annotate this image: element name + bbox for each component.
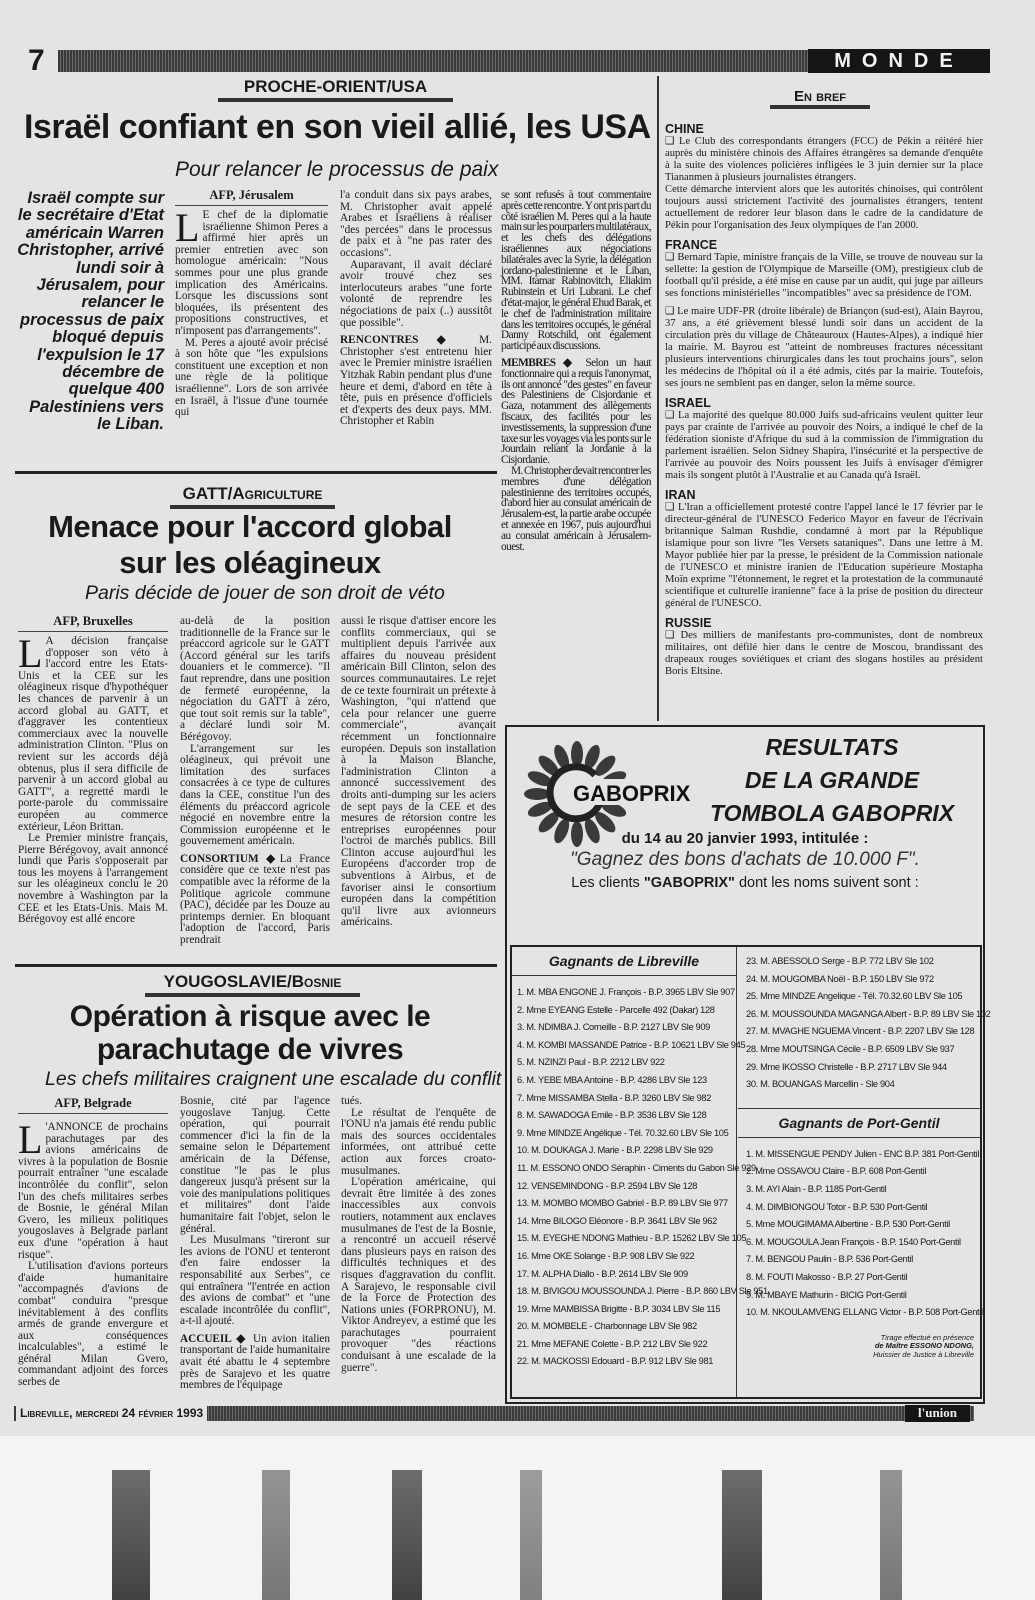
bosnie-column-1 — [18, 1096, 168, 1389]
winner-entry: 24. M. MOUGOMBA Noël - B.P. 150 LBV Sle 972 — [746, 973, 934, 984]
winner-entry: 22. M. MACKOSSI Edouard - B.P. 912 LBV Sle 981 — [517, 1356, 714, 1367]
article-paragraph — [180, 854, 330, 947]
winner-entry: 8. M. FOUTI Makosso - B.P. 27 Port-Gentil — [746, 1271, 908, 1282]
ad-slogan: "Gagnez des bons d'achats de 10.000 F". — [570, 849, 920, 870]
paragraph-text: A décision française d'opposer son véto à l'accord entre les Etats-Unis et la CEE sur les oléagineux risque d'hypothéquer les chances de parvenir à un accord global au GATT, et d'aggraver les contentieux commerciaux avec la nouvelle administration Clinton. "Plus on revient sur les accords déjà obtenus, plus il sera difficile de parvenir à un accord global au GATT", a regretté mardi le porte-parole du commissaire européen au commerce extérieur, Léon Brittan. — [18, 635, 168, 833]
winner-entry: 19. Mme MAMBISSA Brigitte - B.P. 3034 LBV Sle 115 — [517, 1303, 721, 1314]
gatt-kicker: GATT/Agriculture — [170, 484, 335, 509]
paragraph-kicker: CONSORTIUM ◆ — [180, 852, 280, 865]
winner-entry: 30. M. BOUANGAS Marcellin - Sle 904 — [746, 1079, 895, 1090]
israel-subhead: Pour relancer le processus de paix — [175, 158, 499, 181]
paragraph-text: La France considère que ce texte n'est pas compatible avec la réforme de la Politique agricole commune (PAC), décidée par les Douze au printemps dernier. En bloquant l'adoption de l'accord, Paris prendrait — [180, 852, 330, 947]
winner-entry: 12. VENSEMINDONG - B.P. 2594 LBV Sle 128 — [517, 1180, 698, 1191]
header-bar — [58, 50, 808, 72]
en-bref-list — [665, 120, 983, 684]
winner-entry: 1. M. MBA ENGONE J. François - B.P. 3965 LBV Sle 907 — [517, 987, 735, 997]
note-line: Huissier de Justice à Libreville — [873, 1349, 974, 1359]
paragraph-text: Le résultat de l'enquête de l'ONU n'a jamais été rendu public mais des sources occidentales informées, ont attribué cette action aux forces croato-musulmanes. — [341, 1106, 496, 1177]
scan-smudge — [112, 1470, 150, 1600]
libreville-list-continued — [738, 953, 991, 1094]
section-label: MONDE — [808, 49, 990, 73]
paragraph-text: 'ANNONCE de prochains parachutages par des avions américains de vivres à la population de Bosnie pourrait entraîner "une escalade incontrôlée du conflit", selon l'un des chefs militaires serbes de Bosnie, le général Milan Gvero, les milieux politiques yougoslaves à Belgrade parlant eux d'une "opération à haut risque". — [18, 1121, 168, 1261]
winner-entry: 27. M. MVAGHE NGUEMA Vincent - B.P. 2207 LBV Sle 128 — [746, 1026, 975, 1037]
logo-petal — [524, 788, 550, 800]
ad-intro-brand: "GABOPRIX" — [643, 875, 735, 891]
gatt-headline — [20, 509, 480, 581]
bosnie-kicker: YOUGOSLAVIE/Bosnie — [145, 972, 360, 997]
drop-cap: L — [175, 205, 200, 250]
logo-petal — [571, 741, 583, 767]
winner-entry: 3. M. NDIMBA J. Corneille - B.P. 2127 LBV Sle 909 — [517, 1022, 710, 1033]
ad-title-line-2: DE LA GRANDE — [744, 767, 920, 793]
en-bref-title: En bref — [770, 88, 870, 109]
footer-masthead: l'union — [905, 1405, 970, 1422]
gatt-column-2 — [180, 616, 330, 947]
gatt-column-3 — [341, 616, 496, 929]
israel-kicker: PROCHE-ORIENT/USA — [218, 77, 453, 102]
scan-smudge — [392, 1470, 422, 1600]
paragraph-kicker: MEMBRES ◆ — [501, 356, 578, 369]
winner-entry: 3. M. AYI Alain - B.P. 1185 Port-Gentil — [746, 1183, 887, 1194]
winner-entry: 14. Mme BILOGO Eléonore - B.P. 3641 LBV Sle 962 — [517, 1215, 717, 1226]
winner-entry: 5. M. NZINZI Paul - B.P. 2212 LBV 922 — [517, 1057, 665, 1068]
paragraph-text: M. Peres a ajouté avoir précisé à son hôte que "les expulsions constituent une exception et non une règle de la politique israélienne". Lors de son arrivée en Israël, à l'issue d'une tournée qui — [175, 336, 328, 419]
winner-entry: 6. M. MOUGOULA Jean François - B.P. 1540 Port-Gentil — [746, 1236, 961, 1247]
winner-entry: 25. Mme MINDZE Angelique - Tél. 70.32.60 LBV Sle 105 — [746, 991, 963, 1002]
country-heading: IRAN — [665, 488, 696, 502]
country-heading: FRANCE — [665, 238, 718, 252]
ad-title-line-3: TOMBOLA GABOPRIX — [709, 800, 955, 826]
country-heading: CHINE — [665, 122, 704, 136]
scan-smudge — [880, 1470, 902, 1600]
country-heading: RUSSIE — [665, 616, 712, 630]
paragraph-text: Auparavant, il avait déclaré avoir trouvé chez ses interlocuteurs arabes "une forte volonté de reprendre les négociations de paix (..) aussitôt que possible". — [340, 258, 492, 329]
paragraph-text: Les Musulmans "tireront sur les avions de l'ONU et tenteront d'en faire endosser la responsabilité aux Serbes", ce qui entraînera "l'entrée en action des avions de combat" et "une escalade incontrôlée du conflit", a-t-il ajouté. — [180, 1234, 330, 1328]
winner-entry: 11. M. ESSONO ONDO Séraphin - Ciments du Gabon Sle 929 — [517, 1162, 756, 1173]
winner-entry: 23. M. ABESSOLO Serge - B.P. 772 LBV Sle 102 — [746, 956, 934, 966]
bosnie-column-3 — [341, 1096, 496, 1374]
paragraph-kicker: ACCUEIL ◆ — [180, 1332, 248, 1345]
gatt-headline-line-2: sur les oléagineux — [119, 545, 381, 580]
article-paragraph — [501, 358, 651, 466]
brief-item: ❑ La majorité des quelque 80.000 Juifs sud-africains veulent quitter leur pays par crainte de l'arrivée au pouvoir des Noirs, a indiqué le chef de la fédération sioniste d'Afrique du sud à la commission de l'immigration du parlement israélien. Selon Sidney Shapira, l'insécurité et la perspective de l'arrivée au pouvoir des Noirs poussent les Juifs à envisager d'émigrer mais ils songent plutôt à l'Australie et au Canada qu'à Israël. — [665, 410, 983, 481]
article-paragraph — [341, 616, 496, 929]
note-line: de Maître ESSONO NDONG, — [874, 1341, 974, 1351]
winner-entry: 10. M. DOUKAGA J. Marie - B.P. 2298 LBV Sle 929 — [517, 1145, 713, 1156]
bosnie-headline-line-1: Opération à risque avec le — [69, 1000, 431, 1033]
brief-item: ❑ Le maire UDF-PR (droite libérale) de Briançon (sud-est), Alain Bayrou, 37 ans, a été grièvement blessé lundi soir dans un accident de la circulation près du village de Châteauroux (Hautes-Alpes), a indiqué hier la mairie. M. Bayrou est "atteint de nombreuses fractures nécessitant plusieurs interventions chirurgicales dans les tout prochains jours", selon les médecins de l'hôpital où il a été admis, cités par la mairie. Toutefois, ses jours ne semblent pas en danger, selon la même source. — [665, 306, 983, 389]
paragraph-text: L'arrangement sur les oléagineux, qui prévoit une limitation des surfaces consacrées à ce type de cultures dans la CEE, constitue l'un des éléments du préaccord agricole négocié en novembre entre la Commission européenne et le gouvernement américain. — [180, 742, 330, 848]
winner-entry: 7. Mme MISSAMBA Stella - B.P. 3260 LBV Sle 982 — [517, 1092, 712, 1103]
winner-entry: 15. M. EYEGHE NDONG Mathieu - B.P. 15262 LBV Sle 105 — [517, 1233, 747, 1244]
article-paragraph — [18, 1261, 168, 1389]
winner-entry: 29. Mme IKOSSO Christelle - B.P. 2717 LBV Sle 944 — [746, 1061, 947, 1072]
israel-intro: Israël compte sur le secrétaire d'Etat américain Warren Christopher, arrivé lundi soir à Jérusalem, pour relancer le processus de paix bloqué depuis l'expulsion le 17 décembre de quelque 400 Palestiniens vers le Liban. — [17, 189, 164, 434]
scan-smudge — [520, 1470, 542, 1600]
winner-entry: 2. Mme EYEANG Estelle - Parcelle 492 (Dakar) 128 — [517, 1004, 715, 1015]
winner-entry: 16. Mme OKE Solange - B.P. 908 LBV Sle 922 — [517, 1250, 695, 1261]
winner-entry: 28. Mme MOUTSINGA Cécile - B.P. 6509 LBV Sle 937 — [746, 1043, 955, 1054]
winner-entry: 9. M. MBAYE Mathurin - BICIG Port-Gentil — [746, 1289, 907, 1300]
paragraph-text: L'opération américaine, qui devrait être limitée à des zones inaccessibles aux convois routiers, notamment aux enclaves musulmanes de l'est de la Bosnie, a rencontré un accueil réservé dans plusieurs pays en raison des difficultés techniques et des risques d'aggravation du conflit. A Sarajevo, le responsable civil de la Force de Protection des Nations unies (FORPRONU), M. Viktor Andreyev, a estimé que les parachutages pourraient provoquer "des réactions conduisant à une escalade de la guerre". — [341, 1176, 496, 1374]
paragraph-text: au-delà de la position traditionnelle de la France sur le préaccord agricole sur le GATT (Accord général sur les tarifs douaniers et le commerce). "Il faut reprendre, dans une position de fermeté européenne, la négociation du GATT à zéro, que tout soit remis sur la table", a déclaré lundi soir M. Bérégovoy. — [180, 615, 330, 743]
ad-title — [682, 731, 982, 830]
country-heading: ISRAEL — [665, 396, 711, 410]
brief-item: ❑ L'Iran a officiellement protesté contre l'appel lancé le 17 février par le directeur-général de l'UNESCO Federico Mayor en faveur de l'écrivain britannique Salman Rushdie, condamné à mort par la République islamique pour son livre "les Versets sataniques". Dans une lettre à M. Mayor publiée hier par la presse, le président de la Commission nationale de l'UNESCO et ministre iranien de l'Education supérieure Mostapha Moïn exprime "l'étonnement, le regret et la protestation de la communauté scientifique et culturelle iranienne" face à la prise de position du directeur général de l'UNESCO. — [665, 502, 983, 609]
paragraph-text: M. Christopher s'est entretenu hier avec le Premier ministre israélien Yitzhak Rabin pendant plus d'une heure et demi, d'abord en tête à tête, puis en présence d'officiels et d'experts des deux pays. MM. Christopher et Rabin — [340, 334, 493, 428]
bosnie-headline — [20, 1000, 480, 1066]
right-column — [738, 947, 991, 1359]
article-paragraph — [341, 1108, 496, 1178]
article-paragraph — [340, 260, 492, 330]
winner-entry: 9. Mme MINDZE Angélique - Tél. 70.32.60 LBV Sle 105 — [517, 1127, 729, 1138]
paragraph-text: tués. — [341, 1095, 363, 1107]
ad-title-line-1: RESULTATS — [765, 734, 899, 760]
paragraph-text: Selon un haut fonctionnaire qui a requis l'anonymat, ils ont annoncé "des gestes" en faveur des Palestiniens de Cisjordanie et Gaza, notamment des allègements fiscaux, des facilités pour les investissements, la suppression d'une taxe sur les voyages via les ponts sur le Jourdain reliant la Jordanie à la Cisjordanie. — [501, 356, 651, 467]
brief-item: ❑ Le Club des correspondants étrangers (FCC) de Pékin a réitéré hier auprès du ministère chinois des Affaires étrangères sa demande d'enquête à la suite des violences policières infligées le 3 juin dernier sur la place Tiananmen à plusieurs journalistes étrangers. Cette démarche intervient alors que les autorités chinoises, qui contrôlent toujours aussi strictement l'activité des journalistes étrangers, tentent actuellement de redorer leur blason dans le cadre de la candidature de Pékin pour l'organisation des Jeux olympiques de l'an 2000. — [665, 136, 983, 231]
article-paragraph — [341, 1177, 496, 1374]
paragraph-text: M. Christopher devait rencontrer les membres d'une délégation palestinienne des territoires occupés, d'abord hier au consulat américain de Jérusalem-est, la partie arabe occupée et annexée en 1967, puis aujourd'hui au consulat américain à Jérusalem-ouest. — [501, 464, 651, 553]
article-paragraph — [501, 190, 651, 352]
scan-smudge — [262, 1470, 290, 1600]
drop-cap: L — [18, 631, 43, 676]
portgentil-list — [738, 1146, 983, 1322]
winner-entry: 13. M. MOMBO MOMBO Gabriel - B.P. 89 LBV Sle 977 — [517, 1198, 728, 1209]
israel-column-3 — [501, 190, 651, 552]
bailiff-note — [738, 1334, 974, 1360]
paragraph-text: se sont refusés à tout commentaire après cette rencontre. Y ont pris part du côté israélien M. Peres qui a la haute main sur les pourparlers multilatéraux, et les chefs des délégations israéliennes aux négociations bilatérales avec la Syrie, la délégation jordano-palestinienne et le Liban, MM. Itamar Rabinovitch, Eliakim Rubinstein et Uri Lubrani. Le chef d'état-major, le général Ehud Barak, et le chef de l'administration militaire dans les territoires occupés, le général Danny Rotschild, ont également participé aux discussions. — [501, 189, 651, 353]
gatt-byline: AFP, Bruxelles — [18, 614, 168, 632]
israel-column-1 — [175, 188, 328, 419]
winner-entry: 4. M. DIMBIONGOU Totor - B.P. 530 Port-Gentil — [746, 1201, 928, 1212]
page-number: 7 — [28, 44, 45, 77]
libreville-title: Gagnants de Libreville — [512, 947, 736, 976]
paragraph-text: Bosnie, cité par l'agence yougoslave Tanjug. Cette opération, qui pourrait commencer d'ici la fin de la semaine selon le Département américain de la Défense, constitue "le pas le plus dangereux jusqu'à présent sur la voie des manipulations politiques et militaires" dont l'aide humanitaire fait l'objet, selon le général. — [180, 1095, 330, 1235]
winner-entry: 10. M. NKOULAMVENG ELLANG Victor - B.P. 508 Port-Gentil — [746, 1307, 983, 1318]
section-rule — [15, 964, 497, 967]
paragraph-kicker: RENCONTRES ◆ — [340, 334, 461, 347]
winner-entry: 1. M. MISSENGUE PENDY Julien - ENC B.P. 381 Port-Gentil — [746, 1148, 980, 1159]
paragraph-text: L'utilisation d'avions porteurs d'aide humanitaire "accompagnés d'avions de combat" conduira "presque inévitablement à des conflits armés de grande envergure et aux conséquences incalculables", a estimé le général Milan Gvero, commandant adjoint des forces serbes de — [18, 1260, 168, 1389]
article-paragraph — [180, 1096, 330, 1235]
ad-intro — [507, 875, 983, 891]
article-paragraph — [340, 190, 492, 260]
winner-entry: 17. M. ALPHA Diallo - B.P. 2614 LBV Sle 909 — [517, 1268, 688, 1279]
paragraph-text: aussi le risque d'attiser encore les conflits commerciaux, qui se multiplient depuis l'arrivée aux affaires du nouveau président américain Bill Clinton, selon des sources communautaires. Le rejet de ce texte fournirait un prétexte à Washington, "qui n'attend que cela pour relancer une guerre commerciale", avançait récemment un fonctionnaire européen. Depuis son installation à la Maison Blanche, l'administration Clinton a annoncé successivement des droits anti-dumping sur les aciers de sept pays de la CEE et des mesures de rétorsion contre les entreprises européennes pour l'octroi de marchés publics. Bill Clinton accuse aujourd'hui les Européens d'accorder trop de subventions à Airbus, et de favoriser ainsi le consortium européen dans la compétition qu'il livre aux avionneurs américains. — [341, 615, 496, 929]
winner-entry: 2. Mme OSSAVOU Claire - B.P. 608 Port-Gentil — [746, 1166, 927, 1177]
israel-headline: Israël confiant en son vieil allié, les USA — [24, 108, 651, 146]
paragraph-text: E chef de la diplomatie israélienne Shimon Peres a affirmé hier après un premier entretien avec son homologue américain: "Nous sommes pour une plus grande implication des Américains. Lorsque les discussions sont bloquées, ils présentent des propositions constructives, et n'imposent pas d'arrangements". — [175, 209, 328, 337]
winner-entry: 8. M. SAWADOGA Emile - B.P. 3536 LBV Sle 128 — [517, 1110, 707, 1121]
israel-column-2 — [340, 190, 492, 428]
winner-entry: 21. Mme MEFANE Colette - B.P. 212 LBV Sle 922 — [517, 1338, 708, 1349]
ad-intro-text: Les clients — [571, 875, 644, 891]
winners-table — [510, 945, 991, 1399]
section-rule — [15, 471, 497, 474]
ad-dates: du 14 au 20 janvier 1993, intitulée : — [621, 830, 869, 847]
gatt-headline-line-1: Menace pour l'accord global — [48, 509, 452, 544]
column-rule — [657, 76, 659, 721]
winner-entry: 5. Mme MOUGIMAMA Albertine - B.P. 530 Port-Gentil — [746, 1219, 950, 1230]
paragraph-text: Le Premier ministre français, Pierre Bérégovoy, avait annoncé lundi que Paris s'opposerait par tous les moyens à l'arrangement sur les oléagineux conclu le 20 novembre à Washington par la CEE et les Etats-Unis. Mais M. Bérégovoy est allé encore — [18, 832, 168, 926]
winner-entry: 26. M. MOUSSOUNDA MAGANGA Albert - B.P. 89 LBV Sle 102 — [746, 1008, 991, 1019]
paragraph-text: Un avion italien transportant de l'aide humanitaire avait été abattu le 4 septembre près de Sarajevo et les quatre membres de l'équipage — [180, 1332, 330, 1392]
article-paragraph — [340, 335, 492, 428]
article-paragraph — [18, 833, 168, 926]
paragraph-text: l'a conduit dans six pays arabes, M. Christopher avait appelé Arabes et Israéliens à réaliser "des percées" dans le processus de paix et à "ne pas rater des occasions". — [340, 189, 492, 259]
scan-smudge — [722, 1470, 762, 1600]
article-paragraph — [175, 338, 328, 419]
bosnie-byline: AFP, Belgrade — [18, 1096, 168, 1114]
ad-intro-text: dont les noms suivent sont : — [734, 875, 919, 891]
article-paragraph — [180, 1334, 330, 1392]
libreville-column — [512, 947, 768, 1397]
gatt-subhead: Paris décide de jouer de son droit de véto — [85, 582, 445, 604]
article-paragraph — [180, 744, 330, 848]
article-paragraph — [180, 1235, 330, 1328]
portgentil-title: Gagnants de Port-Gentil — [738, 1108, 980, 1138]
winner-entry: 7. M. BENGOU Paulin - B.P. 536 Port-Gentil — [746, 1254, 914, 1265]
note-line: Tirage effectué en présence — [880, 1332, 974, 1342]
brief-item: ❑ Des milliers de manifestants pro-communistes, dont de nombreux militaires, ont défilé hier dans le centre de Moscou, brandissant des drapeaux rouges soviétiques et criant des slogans hostiles au président Boris Eltsine. — [665, 630, 983, 677]
logo-text: GABOPRIX — [573, 781, 691, 806]
winner-entry: 20. M. MOMBELE - Charbonnage LBV Sle 982 — [517, 1321, 697, 1332]
gatt-column-1 — [18, 614, 168, 926]
bosnie-column-2 — [180, 1096, 330, 1392]
footer-dateline: Libreville, mercredi 24 février 1993 — [16, 1405, 207, 1421]
winner-entry: 18. M. BIVIGOU MOUSSOUNDA J. Pierre - B.P. 860 LBV Sle 951 — [517, 1286, 768, 1297]
bosnie-subhead: Les chefs militaires craignent une escalade du conflit — [45, 1068, 502, 1090]
article-paragraph — [180, 616, 330, 744]
drop-cap: L — [18, 1117, 43, 1162]
libreville-list — [512, 984, 768, 1371]
brief-item: ❑ Bernard Tapie, ministre français de la Ville, se trouve de nouveau sur la sellette: la gestion de l'Olympique de Marseille (OM), prestigieux club de football qu'il préside, a été mise en cause par un audit, qui juge par ailleurs ses fonctions ministérielles "incompatibles" avec sa présidence de l'OM. — [665, 252, 983, 299]
article-paragraph — [501, 466, 651, 552]
winner-entry: 4. M. KOMBI MASSANDE Patrice - B.P. 10621 LBV Sle 945 — [517, 1039, 746, 1050]
israel-byline: AFP, Jérusalem — [175, 188, 328, 206]
winner-entry: 6. M. YEBE MBA Antoine - B.P. 4286 LBV Sle 123 — [517, 1074, 707, 1085]
bosnie-headline-line-2: parachutage de vivres — [96, 1033, 404, 1066]
